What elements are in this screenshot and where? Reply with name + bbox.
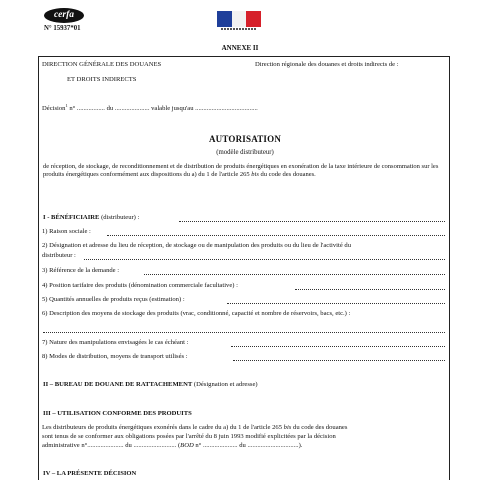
field-reference-dots[interactable] (144, 274, 445, 275)
field-manipulations-dots[interactable] (231, 346, 445, 347)
section-3-heading: III – UTILISATION CONFORME DES PRODUITS (43, 410, 192, 417)
section-3-line1: Les distributeurs de produits énergétiques exonérés dans le cadre du a) du 1 de l'article 265 bis du code des douanes (42, 424, 348, 431)
section-3-line2: sont tenus de se conformer aux obligations posées par l'arrêté du 8 juin 1993 modifié explicitées par la décision (42, 433, 336, 440)
section-4-heading: IV – LA PRÉSENTE DÉCISION (43, 470, 137, 477)
page-subtitle: (modèle distributeur) (216, 149, 274, 156)
field-designation: 2) Désignation et adresse du lieu de réception, de stockage ou de manipulation des produits ou du lieu de l'activité du (42, 242, 351, 249)
marianne-caption (221, 28, 257, 30)
regional-direction-label: Direction régionale des douanes et droits indirects de : (255, 61, 399, 68)
field-distributeur-dots[interactable] (84, 259, 445, 260)
field-moyens-stockage-dots[interactable] (43, 332, 445, 333)
section-1-heading: I - BÉNÉFICIAIRE (distributeur) : (43, 214, 140, 221)
cerfa-logo: cerfa (44, 8, 84, 23)
field-reference: 3) Référence de la demande : (42, 267, 120, 274)
authority-line1: DIRECTION GÉNÉRALE DES DOUANES (42, 61, 162, 68)
field-modes-distribution-dots[interactable] (233, 360, 445, 361)
form-frame (38, 56, 450, 480)
field-raison-sociale-dots[interactable] (107, 235, 445, 236)
field-moyens-stockage: 6) Description des moyens de stockage des produits (vrac, conditionné, capacité et nombre de réservoirs, bacs, etc.) : (42, 310, 351, 317)
page-title: AUTORISATION (208, 134, 282, 144)
form-number: N° 15937*01 (44, 25, 81, 32)
intro-paragraph: de réception, de stockage, de reconditionnement et de distribution de produits énergétiques en exonération de la taxe intérieure de consommation sur les produits énergétiques conformément aux dispositions du a) du 1 de l'article 265 bis du code des douanes. (43, 163, 439, 179)
section-2-heading: II – BUREAU DE DOUANE DE RATTACHEMENT (Désignation et adresse) (43, 381, 258, 388)
annex-title: ANNEXE II (221, 44, 259, 52)
marianne-logo (217, 11, 261, 27)
section-1-heading-dots[interactable] (179, 221, 445, 222)
field-quantites-dots[interactable] (227, 303, 445, 304)
field-modes-distribution: 8) Modes de distribution, moyens de transport utilisés : (42, 353, 188, 360)
footnote-mark: 1 (65, 103, 68, 108)
field-position-tarifaire-dots[interactable] (295, 289, 445, 290)
field-quantites: 5) Quantités annuelles de produits reçus (estimation) : (42, 296, 185, 303)
field-position-tarifaire: 4) Position tarifaire des produits (dénomination commerciale facultative) : (42, 282, 238, 289)
field-manipulations: 7) Nature des manipulations envisagées le cas échéant : (42, 339, 189, 346)
decision-line[interactable] (42, 103, 258, 113)
section-3-line3: administrative n°...................... du .......................... (BOD n° ..................... du ...............................). (42, 442, 303, 449)
decision-number-fields: n° ................. du ..................... valable jusqu'au ...................................... (67, 105, 258, 113)
authority-line2: ET DROITS INDIRECTS (67, 76, 137, 83)
field-distributeur: distributeur : (42, 252, 76, 259)
decision-label: Décision (42, 105, 66, 113)
field-raison-sociale: 1) Raison sociale : (42, 228, 91, 235)
